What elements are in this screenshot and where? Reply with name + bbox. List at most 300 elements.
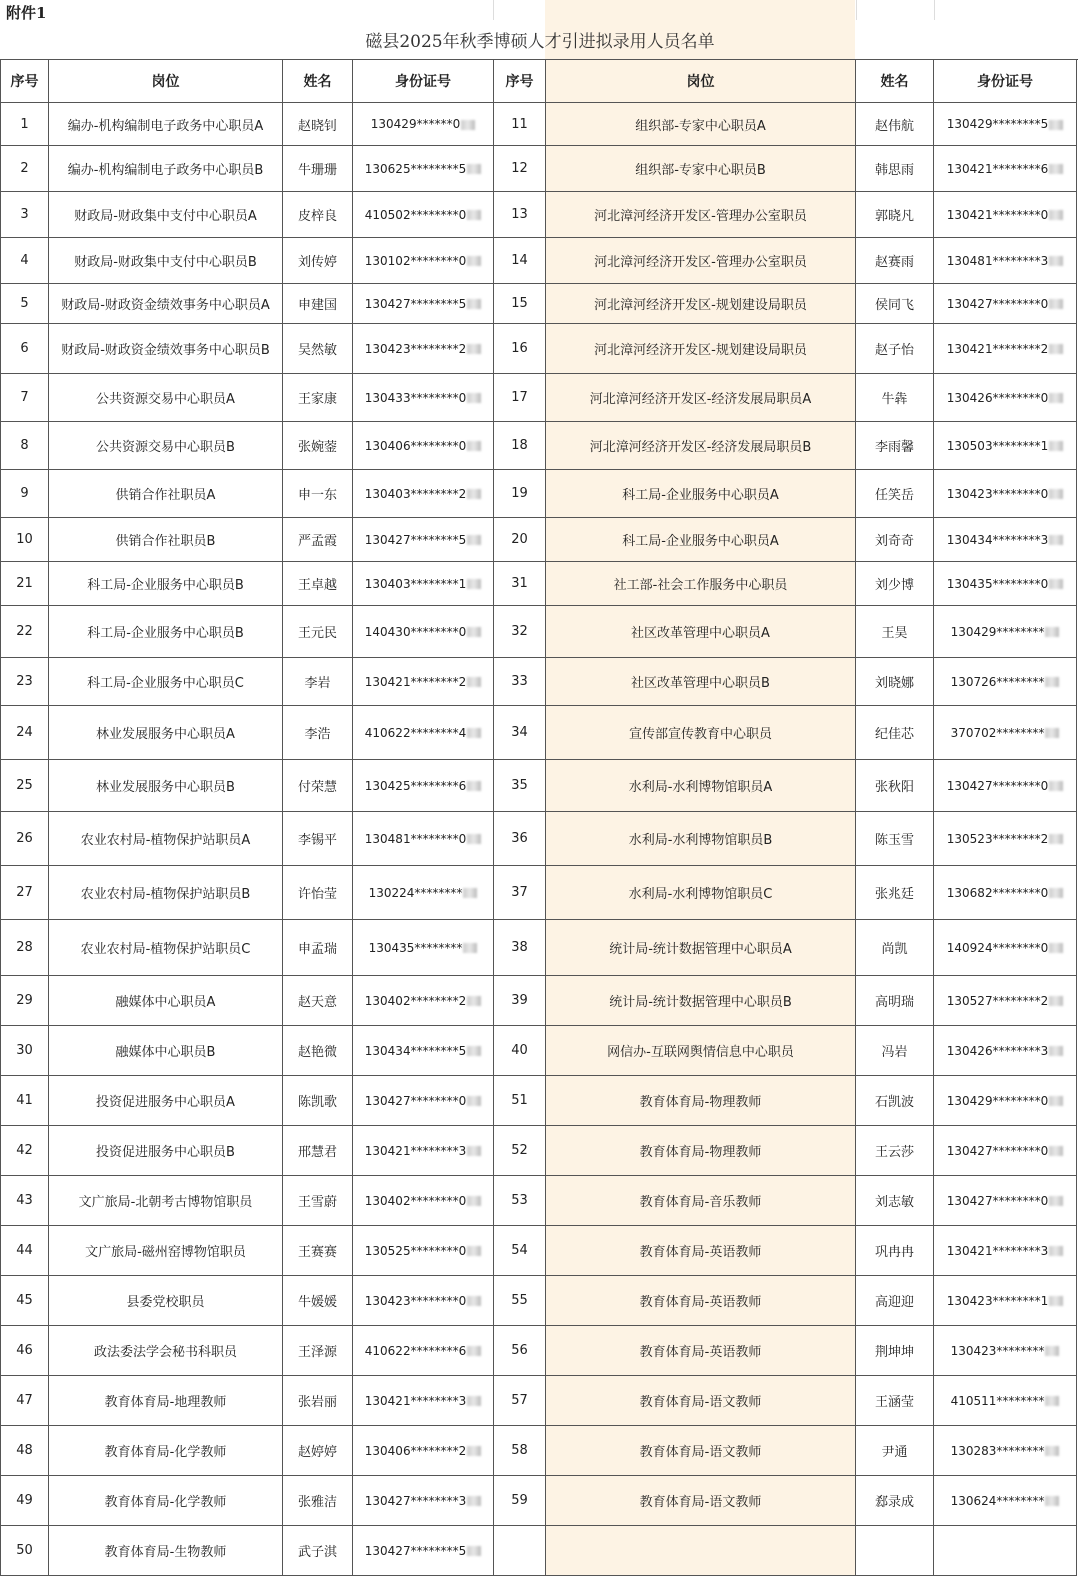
right-name-cell — [856, 284, 934, 324]
right-position-cell — [546, 976, 856, 1026]
position-label: 组织部-专家中心职员A — [635, 118, 766, 134]
position-label: 文广旅局-磁州窑博物馆职员 — [85, 1245, 246, 1260]
right-id-cell — [934, 1426, 1077, 1476]
person-name: 刘传婷 — [297, 255, 337, 270]
left-id-cell — [353, 658, 494, 706]
position-label: 社区改革管理中心职员A — [631, 626, 770, 641]
right-name-cell — [856, 920, 934, 976]
row-number: 28 — [16, 940, 33, 955]
right-position-cell — [546, 1376, 856, 1426]
id-number: 130423********0 — [364, 1293, 467, 1308]
id-number: 130423********0 — [946, 486, 1049, 501]
left-id-cell — [353, 706, 494, 760]
redaction-blur — [467, 441, 481, 451]
person-name: 赵婷婷 — [297, 1445, 337, 1460]
person-name: 张岩丽 — [297, 1395, 337, 1410]
right-position-cell — [546, 812, 856, 866]
right-id-cell — [934, 1526, 1077, 1576]
person-name: 刘奇奇 — [874, 534, 914, 549]
redaction-blur — [1049, 943, 1063, 953]
left-no-cell — [1, 920, 49, 976]
position-label: 水利局-水利博物馆职员A — [628, 780, 773, 795]
right-position-cell — [546, 1026, 856, 1076]
left-name-cell — [283, 1426, 353, 1476]
right-name-cell — [856, 192, 934, 238]
position-label: 河北漳河经济开发区-规划建设局职员 — [594, 298, 807, 313]
left-id-cell — [353, 976, 494, 1026]
person-name: 刘志敏 — [874, 1195, 914, 1210]
right-name-cell — [856, 238, 934, 284]
id-number: 130434********3 — [946, 532, 1049, 547]
left-no-cell — [1, 1476, 49, 1526]
position-label: 网信办-互联网舆情信息中心职员 — [607, 1045, 794, 1060]
row-number: 16 — [511, 341, 528, 356]
id-number: 370702******** — [950, 725, 1045, 740]
left-no-cell — [1, 562, 49, 606]
position-label: 农业农村局-植物保护站职员B — [80, 887, 251, 902]
person-name: 冯岩 — [881, 1045, 908, 1060]
right-no-cell — [494, 658, 546, 706]
position-label: 投资促进服务中心职员A — [96, 1095, 235, 1110]
table-row — [1, 103, 1077, 146]
person-name: 付荣慧 — [297, 780, 337, 795]
right-id-cell — [934, 1026, 1077, 1076]
left-position-cell — [49, 1326, 283, 1376]
left-position-cell — [49, 518, 283, 562]
position-label: 融媒体中心职员A — [115, 995, 216, 1010]
left-position-cell — [49, 1226, 283, 1276]
right-no-cell — [494, 1276, 546, 1326]
table-row — [1, 1426, 1077, 1476]
right-name-cell — [856, 1526, 934, 1576]
redaction-blur — [467, 256, 481, 266]
left-id-cell — [353, 920, 494, 976]
person-name: 刘少博 — [874, 578, 914, 593]
right-id-cell — [934, 374, 1077, 422]
position-label: 公共资源交易中心职员B — [96, 440, 235, 455]
position-label: 科工局-企业服务中心职员B — [87, 626, 244, 641]
left-position-cell — [49, 976, 283, 1026]
right-no-cell — [494, 976, 546, 1026]
row-number: 34 — [511, 725, 528, 740]
redaction-blur — [467, 1496, 481, 1506]
right-id-cell — [934, 920, 1077, 976]
table-row — [1, 562, 1077, 606]
left-name-cell — [283, 760, 353, 812]
left-no-cell — [1, 658, 49, 706]
id-number: 130421********3 — [364, 1393, 467, 1408]
redaction-blur — [1049, 579, 1063, 589]
id-number: 130421********6 — [946, 161, 1049, 176]
left-position-cell — [49, 1376, 283, 1426]
left-name-cell — [283, 1526, 353, 1576]
annex-label: 附件1 — [6, 4, 47, 22]
position-label: 教育体育局-语文教师 — [639, 1445, 762, 1460]
right-no-cell — [494, 1176, 546, 1226]
right-name-cell — [856, 976, 934, 1026]
table-row — [1, 324, 1077, 374]
left-position-cell — [49, 1126, 283, 1176]
left-id-cell — [353, 103, 494, 146]
left-name-cell — [283, 1126, 353, 1176]
right-id-cell — [934, 1176, 1077, 1226]
person-name: 张雅洁 — [297, 1495, 337, 1510]
table-row — [1, 1176, 1077, 1226]
right-name-cell — [856, 812, 934, 866]
person-name: 韩思雨 — [874, 163, 914, 178]
id-number: 130423******** — [950, 1343, 1045, 1358]
left-id-cell — [353, 1476, 494, 1526]
left-name-cell — [283, 1476, 353, 1526]
right-name-cell — [856, 606, 934, 658]
table-row — [1, 1026, 1077, 1076]
id-number: 130427********5 — [364, 532, 467, 547]
row-number: 39 — [511, 993, 528, 1008]
redaction-blur — [1045, 1446, 1059, 1456]
id-number: 130283******** — [950, 1443, 1045, 1458]
left-position-cell — [49, 1276, 283, 1326]
left-name-cell — [283, 324, 353, 374]
person-name: 吴然敏 — [297, 343, 337, 358]
header-id: 身份证号 — [934, 60, 1077, 103]
left-no-cell — [1, 760, 49, 812]
redaction-blur — [1049, 393, 1063, 403]
right-id-cell — [934, 706, 1077, 760]
position-label: 农业农村局-植物保护站职员C — [80, 942, 251, 957]
table-row — [1, 866, 1077, 920]
left-name-cell — [283, 374, 353, 422]
left-name-cell — [283, 470, 353, 518]
right-no-cell — [494, 920, 546, 976]
right-id-cell — [934, 1076, 1077, 1126]
redaction-blur — [1049, 834, 1063, 844]
row-number: 36 — [511, 831, 528, 846]
position-label: 教育体育局-音乐教师 — [639, 1195, 762, 1210]
right-id-cell — [934, 1376, 1077, 1426]
right-position-cell — [546, 1226, 856, 1276]
right-id-cell — [934, 1476, 1077, 1526]
header-name: 姓名 — [856, 60, 934, 103]
left-name-cell — [283, 1076, 353, 1126]
left-position-cell — [49, 146, 283, 192]
id-number: 130427********0 — [946, 1193, 1049, 1208]
id-number: 130421********3 — [946, 1243, 1049, 1258]
right-name-cell — [856, 562, 934, 606]
position-label: 科工局-企业服务中心职员A — [622, 488, 779, 503]
header-id: 身份证号 — [353, 60, 494, 103]
row-number: 32 — [511, 624, 528, 639]
left-id-cell — [353, 470, 494, 518]
right-name-cell — [856, 1226, 934, 1276]
left-id-cell — [353, 606, 494, 658]
position-label: 组织部-专家中心职员B — [635, 163, 766, 178]
person-name: 王赛赛 — [297, 1245, 337, 1260]
position-label: 编办-机构编制电子政务中心职员B — [67, 163, 264, 178]
row-number: 5 — [20, 296, 29, 311]
right-id-cell — [934, 324, 1077, 374]
right-no-cell — [494, 706, 546, 760]
redaction-blur — [1049, 1046, 1063, 1056]
row-number: 23 — [16, 674, 33, 689]
roster-table — [0, 59, 1077, 1576]
row-number: 29 — [16, 993, 33, 1008]
id-number: 410622********4 — [364, 725, 467, 740]
id-number: 130481********3 — [946, 253, 1049, 268]
right-name-cell — [856, 374, 934, 422]
left-name-cell — [283, 812, 353, 866]
table-row — [1, 976, 1077, 1026]
redaction-blur — [467, 1546, 481, 1556]
position-label: 教育体育局-物理教师 — [639, 1145, 762, 1160]
row-number: 18 — [511, 438, 528, 453]
table-row — [1, 920, 1077, 976]
left-id-cell — [353, 1076, 494, 1126]
position-label: 科工局-企业服务中心职员C — [87, 676, 244, 691]
left-position-cell — [49, 706, 283, 760]
position-label: 河北漳河经济开发区-规划建设局职员 — [594, 343, 807, 358]
left-id-cell — [353, 812, 494, 866]
right-no-cell — [494, 866, 546, 920]
person-name: 李岩 — [304, 676, 331, 691]
right-name-cell — [856, 1026, 934, 1076]
left-no-cell — [1, 284, 49, 324]
right-id-cell — [934, 422, 1077, 470]
id-number: 130426********0 — [946, 390, 1049, 405]
position-label: 河北漳河经济开发区-经济发展局职员B — [589, 440, 812, 455]
left-name-cell — [283, 192, 353, 238]
left-position-cell — [49, 422, 283, 470]
id-number: 130423********2 — [364, 341, 467, 356]
id-number: 410622********6 — [364, 1343, 467, 1358]
right-no-cell — [494, 1076, 546, 1126]
table-row — [1, 812, 1077, 866]
row-number: 11 — [511, 116, 528, 132]
id-number: 130427********5 — [364, 1543, 467, 1558]
sheet-gridline — [493, 0, 494, 20]
position-label: 宣传部宣传教育中心职员 — [628, 727, 772, 742]
row-number: 6 — [20, 341, 29, 356]
row-number: 56 — [511, 1343, 528, 1358]
right-name-cell — [856, 1326, 934, 1376]
person-name: 高迎迎 — [874, 1295, 914, 1310]
person-name: 王涵莹 — [874, 1395, 914, 1410]
right-position-cell — [546, 1326, 856, 1376]
person-name: 李锡平 — [297, 833, 337, 848]
person-name: 申孟瑞 — [297, 942, 337, 957]
id-number: 130503********1 — [946, 438, 1049, 453]
row-number: 33 — [511, 674, 528, 689]
left-id-cell — [353, 324, 494, 374]
redaction-blur — [467, 393, 481, 403]
left-id-cell — [353, 1376, 494, 1426]
left-no-cell — [1, 1076, 49, 1126]
position-label: 财政局-财政资金绩效事务中心职员A — [61, 298, 270, 313]
row-number: 10 — [16, 532, 33, 547]
person-name: 牛珊珊 — [297, 163, 337, 178]
table-row — [1, 1326, 1077, 1376]
right-no-cell — [494, 606, 546, 658]
position-label: 教育体育局-地理教师 — [104, 1395, 227, 1410]
row-number: 57 — [511, 1393, 528, 1408]
page-title: 磁县2025年秋季博硕人才引进拟录用人员名单 — [365, 32, 715, 52]
left-id-cell — [353, 1026, 494, 1076]
id-number: 130625********5 — [364, 161, 467, 176]
id-number: 130402********2 — [364, 993, 467, 1008]
id-number: 140430********0 — [364, 624, 467, 639]
position-label: 水利局-水利博物馆职员C — [628, 887, 773, 902]
left-name-cell — [283, 606, 353, 658]
table-row — [1, 470, 1077, 518]
table-row — [1, 1226, 1077, 1276]
right-no-cell — [494, 518, 546, 562]
right-position-cell — [546, 1126, 856, 1176]
redaction-blur — [467, 1096, 481, 1106]
right-no-cell — [494, 562, 546, 606]
position-label: 政法委法学会秘书科职员 — [93, 1345, 237, 1360]
right-position-cell — [546, 706, 856, 760]
redaction-blur — [1045, 1396, 1059, 1406]
id-number: 140924********0 — [946, 940, 1049, 955]
redaction-blur — [1049, 1096, 1063, 1106]
person-name: 皮梓良 — [297, 209, 337, 224]
redaction-blur — [467, 781, 481, 791]
position-label: 教育体育局-英语教师 — [639, 1345, 762, 1360]
person-name: 牛媛媛 — [297, 1295, 337, 1310]
table-row — [1, 658, 1077, 706]
person-name: 赵子怡 — [874, 343, 914, 358]
left-position-cell — [49, 1026, 283, 1076]
right-name-cell — [856, 1376, 934, 1426]
row-number: 2 — [20, 161, 29, 176]
redaction-blur — [1049, 344, 1063, 354]
table-row — [1, 760, 1077, 812]
right-no-cell — [494, 238, 546, 284]
left-name-cell — [283, 562, 353, 606]
row-number: 41 — [16, 1093, 33, 1108]
left-position-cell — [49, 1526, 283, 1576]
row-number: 50 — [16, 1543, 33, 1558]
id-number: 130421********3 — [364, 1143, 467, 1158]
position-label: 林业发展服务中心职员B — [96, 780, 235, 795]
right-no-cell — [494, 1476, 546, 1526]
id-number: 130435********0 — [946, 576, 1049, 591]
id-number: 130523********2 — [946, 831, 1049, 846]
row-number: 15 — [511, 296, 528, 311]
table-row — [1, 284, 1077, 324]
position-label: 社区改革管理中心职员B — [631, 676, 770, 691]
redaction-blur — [1049, 120, 1063, 130]
person-name: 任笑岳 — [874, 488, 914, 503]
left-id-cell — [353, 1176, 494, 1226]
redaction-blur — [467, 210, 481, 220]
row-number: 24 — [16, 725, 33, 740]
left-no-cell — [1, 1026, 49, 1076]
right-id-cell — [934, 518, 1077, 562]
position-label: 河北漳河经济开发区-管理办公室职员 — [594, 209, 807, 224]
right-id-cell — [934, 658, 1077, 706]
position-label: 教育体育局-英语教师 — [639, 1245, 762, 1260]
left-position-cell — [49, 374, 283, 422]
right-position-cell — [546, 470, 856, 518]
redaction-blur — [467, 1046, 481, 1056]
right-position-cell — [546, 1426, 856, 1476]
redaction-blur — [1045, 1496, 1059, 1506]
redaction-blur — [1049, 781, 1063, 791]
right-position-cell — [546, 606, 856, 658]
row-number: 17 — [511, 390, 528, 405]
sheet-gridline — [856, 0, 857, 20]
row-number: 54 — [511, 1243, 528, 1258]
redaction-blur — [1049, 441, 1063, 451]
right-position-cell — [546, 422, 856, 470]
left-name-cell — [283, 1276, 353, 1326]
position-label: 财政局-财政资金绩效事务中心职员B — [61, 343, 270, 358]
right-position-cell — [546, 324, 856, 374]
left-id-cell — [353, 1126, 494, 1176]
person-name: 许怡莹 — [297, 887, 337, 902]
left-no-cell — [1, 866, 49, 920]
id-number: 130682********0 — [946, 885, 1049, 900]
position-label: 水利局-水利博物馆职员B — [628, 833, 773, 848]
right-position-cell — [546, 658, 856, 706]
redaction-blur — [1049, 535, 1063, 545]
right-id-cell — [934, 1326, 1077, 1376]
left-name-cell — [283, 146, 353, 192]
left-id-cell — [353, 1276, 494, 1326]
left-id-cell — [353, 374, 494, 422]
left-name-cell — [283, 976, 353, 1026]
left-no-cell — [1, 1226, 49, 1276]
left-position-cell — [49, 920, 283, 976]
person-name: 刘晓娜 — [874, 676, 914, 691]
right-no-cell — [494, 760, 546, 812]
table-row — [1, 1526, 1077, 1576]
id-number: 130435******** — [368, 940, 463, 955]
row-number: 46 — [16, 1343, 33, 1358]
position-label: 财政局-财政集中支付中心职员B — [74, 255, 257, 270]
table-row — [1, 1126, 1077, 1176]
left-no-cell — [1, 976, 49, 1026]
person-name: 邢慧君 — [297, 1145, 337, 1160]
right-position-cell — [546, 146, 856, 192]
left-position-cell — [49, 1076, 283, 1126]
row-number: 49 — [16, 1493, 33, 1508]
right-name-cell — [856, 470, 934, 518]
row-number: 14 — [511, 253, 528, 268]
table-row — [1, 606, 1077, 658]
position-label: 教育体育局-化学教师 — [104, 1445, 227, 1460]
right-position-cell — [546, 284, 856, 324]
id-number: 130624******** — [950, 1493, 1045, 1508]
left-name-cell — [283, 1176, 353, 1226]
id-number: 130427********3 — [364, 1493, 467, 1508]
id-number: 130421********2 — [364, 674, 467, 689]
left-no-cell — [1, 1126, 49, 1176]
left-no-cell — [1, 192, 49, 238]
id-number: 130429******0 — [370, 117, 461, 131]
row-number: 19 — [511, 486, 528, 501]
id-number: 410511******** — [950, 1393, 1045, 1408]
redaction-blur — [467, 344, 481, 354]
person-name: 严孟霞 — [297, 534, 337, 549]
right-id-cell — [934, 192, 1077, 238]
table-row — [1, 192, 1077, 238]
redaction-blur — [467, 535, 481, 545]
right-position-cell — [546, 920, 856, 976]
id-number: 130481********0 — [364, 831, 467, 846]
left-no-cell — [1, 422, 49, 470]
left-position-cell — [49, 470, 283, 518]
